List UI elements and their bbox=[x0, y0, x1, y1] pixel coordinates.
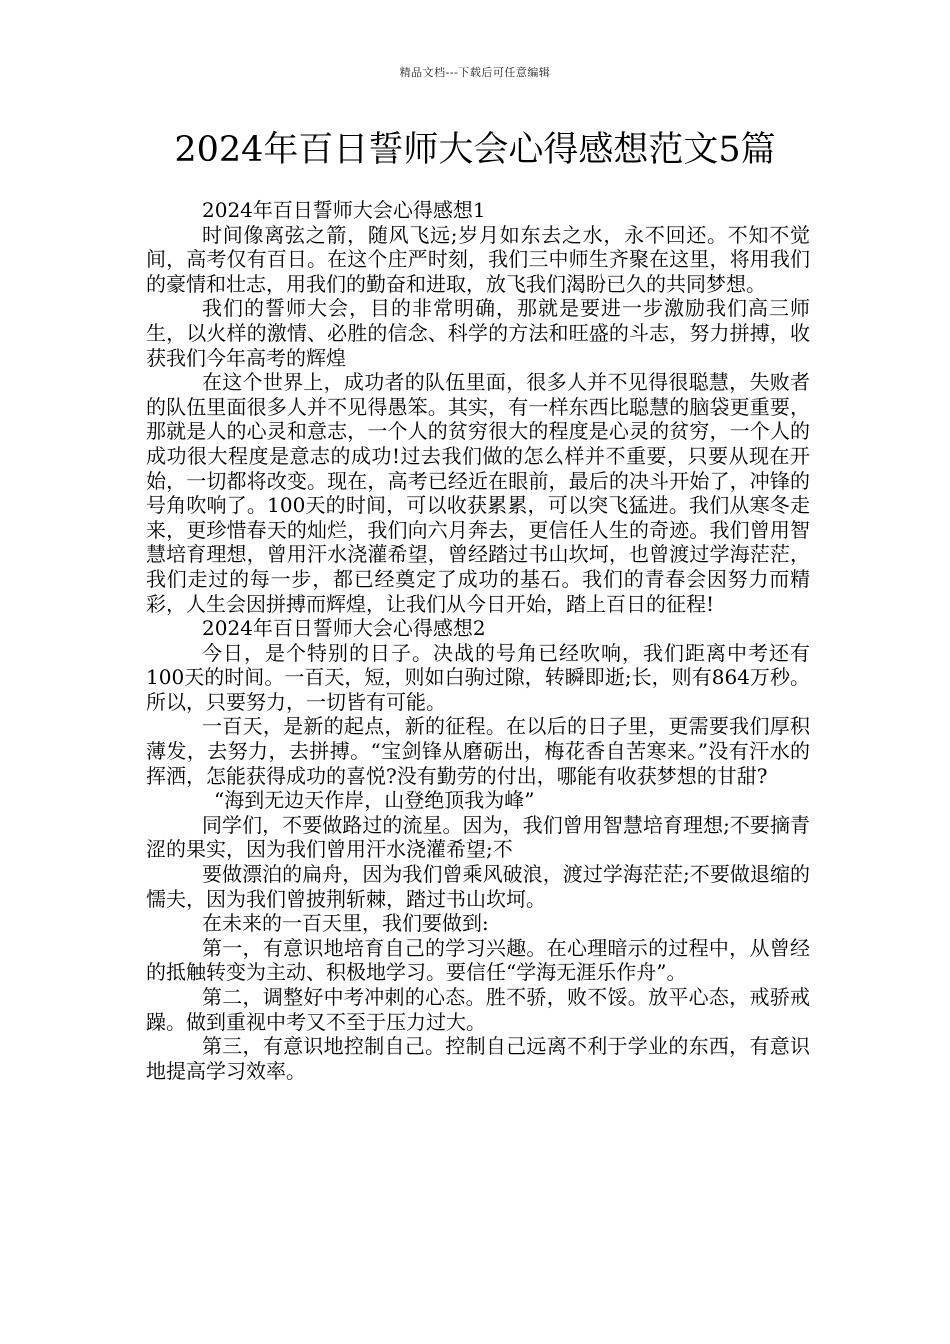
document-title: 2024年百日誓师大会心得感想范文5篇 bbox=[174, 130, 776, 170]
paragraph: 在这个世界上，成功者的队伍里面，很多人并不见得很聪慧，失败者的队伍里面很多人并不见得愚笨。其实，有一样东西比聪慧的脑袋更重要，那就是人的心灵和意志，一个人的贫穷很大的程度是心灵的贫穷，一个人的成功很大程度是意志的成功!过去我们做的怎么样并不重要，只要从现在开始，一切都将改变。现在，高考已经近在眼前，最后的决斗开始了，冲锋的号角吹响了。100天的时间，可以收获累累，可以突飞猛进。我们从寒冬走来，更珍惜春天的灿烂，我们向六月奔去，更信任人生的奇迹。我们曾用智慧培育理想，曾用汗水浇灌希望，曾经踏过书山坎坷，也曾渡过学海茫茫，我们走过的每一步，都已经奠定了成功的基石。我们的青春会因努力而精彩，人生会因拼搏而辉煌，让我们从今日开始，踏上百日的征程! bbox=[146, 370, 810, 616]
quote-line: “海到无边天作岸，山登绝顶我为峰” bbox=[214, 788, 535, 813]
paragraph: 一百天，是新的起点，新的征程。在以后的日子里，更需要我们厚积薄发，去努力，去拼搏。“宝剑锋从磨砺出，梅花香自苦寒来。”没有汗水的挥洒，怎能获得成功的喜悦?没有勤劳的付出，哪能有收获梦想的甘甜? bbox=[146, 714, 810, 788]
paragraph: 在未来的一百天里，我们要做到: bbox=[202, 911, 489, 936]
paragraph: 同学们，不要做路过的流星。因为，我们曾用智慧培育理想;不要摘青涩的果实，因为我们曾用汗水浇灌希望;不 bbox=[146, 812, 810, 862]
paragraph: 今日，是个特别的日子。决战的号角已经吹响，我们距离中考还有100天的时间。一百天，短，则如白驹过隙，转瞬即逝;长，则有864万秒。所以，只要努力，一切皆有可能。 bbox=[146, 640, 810, 714]
paragraph: 要做漂泊的扁舟，因为我们曾乘风破浪，渡过学海茫茫;不要做退缩的懦夫，因为我们曾披荆斩棘，踏过书山坎坷。 bbox=[146, 862, 810, 911]
paragraph: 时间像离弦之箭，随风飞远;岁月如东去之水，永不回还。不知不觉间，高考仅有百日。在这个庄严时刻，我们三中师生齐聚在这里，将用我们的豪情和壮志，用我们的勤奋和进取，放飞我们渴盼已久的共同梦想。 bbox=[146, 222, 810, 296]
page-header: 精品文档---下载后可任意编辑 bbox=[399, 66, 551, 79]
section-heading-2: 2024年百日誓师大会心得感想2 bbox=[202, 616, 486, 641]
paragraph: 第一，有意识地培育自己的学习兴趣。在心理暗示的过程中，从曾经的抵触转变为主动、积极地学习。要信任“学海无涯乐作舟”。 bbox=[146, 935, 810, 985]
paragraph: 我们的誓师大会，目的非常明确，那就是要进一步激励我们高三师生，以火样的激情、必胜的信念、科学的方法和旺盛的斗志，努力拼搏，收获我们今年高考的辉煌 bbox=[146, 296, 810, 370]
section-heading-1: 2024年百日誓师大会心得感想1 bbox=[202, 198, 486, 222]
paragraph: 第三，有意识地控制自己。控制自己远离不利于学业的东西，有意识地提高学习效率。 bbox=[146, 1034, 810, 1083]
document-body bbox=[146, 198, 810, 1083]
paragraph: 第二，调整好中考冲刺的心态。胜不骄，败不馁。放平心态，戒骄戒躁。做到重视中考又不至于压力过大。 bbox=[146, 985, 810, 1034]
